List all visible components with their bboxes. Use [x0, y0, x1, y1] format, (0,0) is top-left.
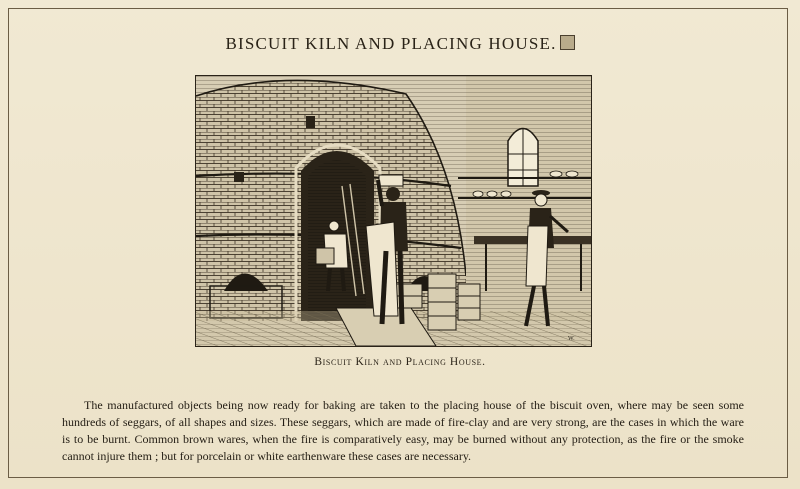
- ornament-icon: [560, 35, 575, 50]
- page-heading: [0, 34, 800, 54]
- svg-text:W.: W.: [568, 336, 575, 342]
- body-paragraph: The manufactured objects being now ready for baking are taken to the placing house of the biscuit oven, where may be seen some hundreds of seggars, of all shapes and sizes. These seggars, which are made of fire-clay and are very strong, are the cases in which the ware is to be burnt. Common brown wares, when the fire is comparatively easy, may be burned without any protection, as the fire or the smoke cannot injure them ; but for porcelain or white earthenware these cases are necessary.: [62, 398, 744, 463]
- illustration-caption: Biscuit Kiln and Placing House.: [314, 356, 486, 368]
- heading-text: BISCUIT KILN AND PLACING HOUSE.: [225, 34, 557, 53]
- engraving-illustration: [195, 75, 592, 347]
